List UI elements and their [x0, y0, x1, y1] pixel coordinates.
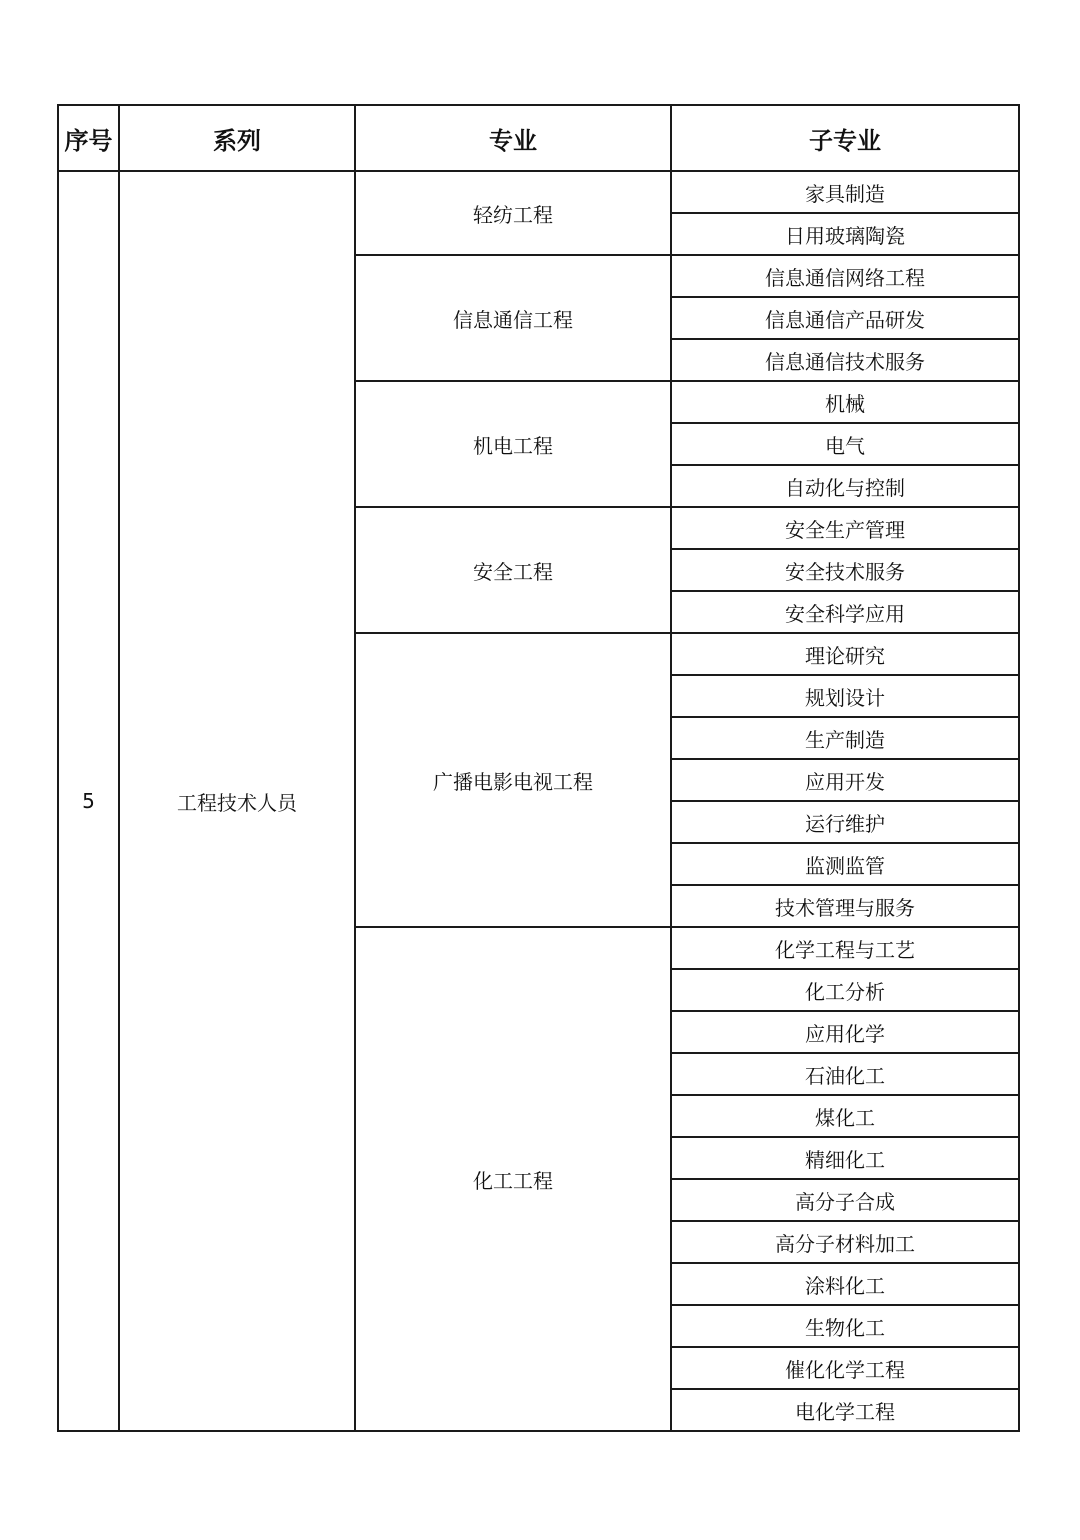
sub-major-cell: 信息通信技术服务: [671, 339, 1019, 381]
sub-major-cell: 高分子合成: [671, 1179, 1019, 1221]
header-index: 序号: [58, 105, 119, 171]
sub-major-cell: 日用玻璃陶瓷: [671, 213, 1019, 255]
major-cell: 安全工程: [355, 507, 671, 633]
sub-major-cell: 化工分析: [671, 969, 1019, 1011]
sub-major-cell: 化学工程与工艺: [671, 927, 1019, 969]
sub-major-cell: 电气: [671, 423, 1019, 465]
sub-major-cell: 家具制造: [671, 171, 1019, 213]
sub-major-cell: 安全技术服务: [671, 549, 1019, 591]
header-row: [58, 105, 1019, 171]
sub-major-cell: 运行维护: [671, 801, 1019, 843]
sub-major-cell: 安全科学应用: [671, 591, 1019, 633]
header-major: 专业: [355, 105, 671, 171]
sub-major-cell: 规划设计: [671, 675, 1019, 717]
header-sub-major: 子专业: [671, 105, 1019, 171]
sub-major-cell: 涂料化工: [671, 1263, 1019, 1305]
sub-major-cell: 应用开发: [671, 759, 1019, 801]
index-cell: 5: [58, 171, 119, 1431]
sub-major-cell: 自动化与控制: [671, 465, 1019, 507]
major-cell: 信息通信工程: [355, 255, 671, 381]
sub-major-cell: 信息通信网络工程: [671, 255, 1019, 297]
sub-major-cell: 煤化工: [671, 1095, 1019, 1137]
sub-major-cell: 信息通信产品研发: [671, 297, 1019, 339]
sub-major-cell: 技术管理与服务: [671, 885, 1019, 927]
sub-major-cell: 安全生产管理: [671, 507, 1019, 549]
sub-major-cell: 石油化工: [671, 1053, 1019, 1095]
specialty-table-container: [57, 104, 1018, 1432]
major-cell: 化工工程: [355, 927, 671, 1431]
sub-major-cell: 高分子材料加工: [671, 1221, 1019, 1263]
series-cell: 工程技术人员: [119, 171, 355, 1431]
table-row: [58, 171, 1019, 213]
sub-major-cell: 理论研究: [671, 633, 1019, 675]
sub-major-cell: 精细化工: [671, 1137, 1019, 1179]
sub-major-cell: 催化化学工程: [671, 1347, 1019, 1389]
sub-major-cell: 监测监管: [671, 843, 1019, 885]
major-cell: 轻纺工程: [355, 171, 671, 255]
table-body: [58, 171, 1019, 1431]
sub-major-cell: 电化学工程: [671, 1389, 1019, 1431]
sub-major-cell: 应用化学: [671, 1011, 1019, 1053]
header-series: 系列: [119, 105, 355, 171]
major-cell: 机电工程: [355, 381, 671, 507]
specialty-table: [57, 104, 1020, 1432]
sub-major-cell: 机械: [671, 381, 1019, 423]
sub-major-cell: 生物化工: [671, 1305, 1019, 1347]
sub-major-cell: 生产制造: [671, 717, 1019, 759]
major-cell: 广播电影电视工程: [355, 633, 671, 927]
